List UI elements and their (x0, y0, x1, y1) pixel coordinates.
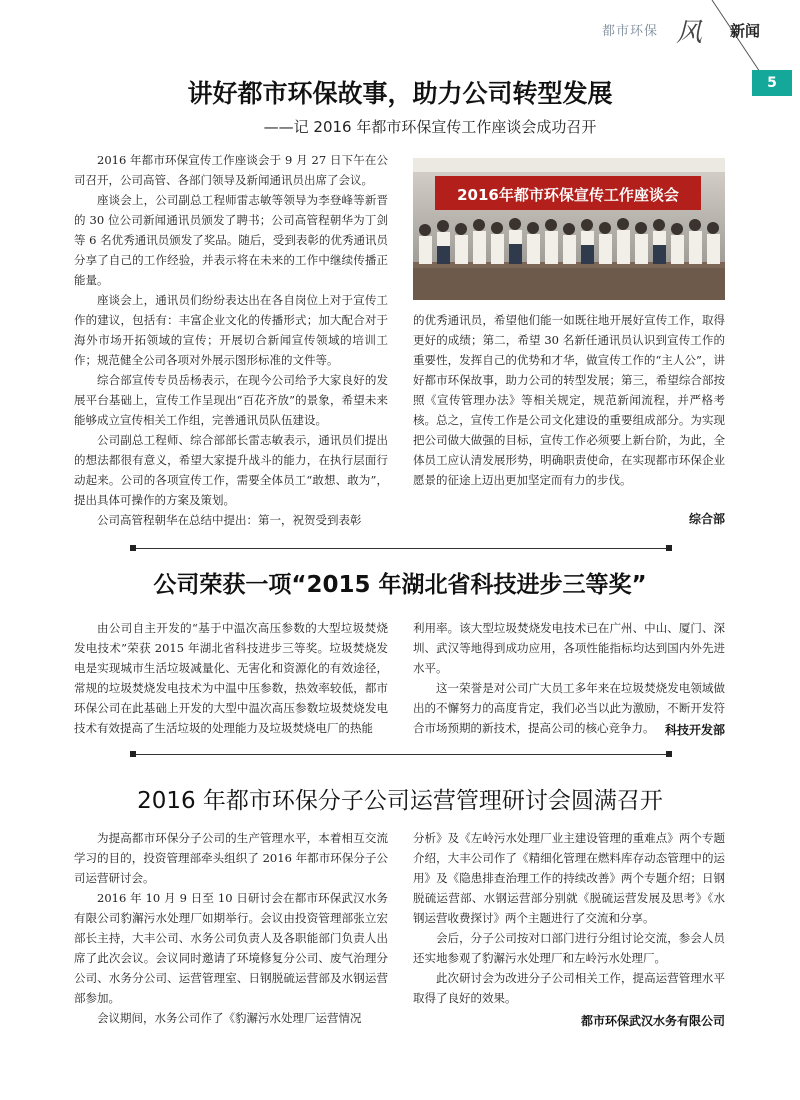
header-brand: 都市环保 (602, 24, 659, 39)
meeting-banner-text: 2016年都市环保宣传工作座谈会 (457, 186, 679, 204)
article1-left-column (74, 150, 388, 530)
article2-signature: 科技开发部 (664, 723, 725, 737)
section-divider (133, 754, 669, 755)
article1-subtitle: ——记 2016 年都市环保宣传工作座谈会成功召开 (263, 118, 597, 136)
paragraph: 座谈会上，通讯员们纷纷表达出在各自岗位上对于宣传工作的建议，包括有：丰富企业文化的传播形式；加大配合对于海外市场开拓领域的宣传；开展切合新闻宣传领域的培训工作；规范健全公司各项对外展示图形标准的文件等。 (74, 293, 388, 367)
article2-left-column (74, 618, 388, 738)
paragraph: 公司高管程朝华在总结中提出：第一，祝贺受到表彰 (97, 513, 362, 527)
paragraph: 综合部宣传专员岳杨表示，在现今公司给予大家良好的发展平台基础上，宣传工作呈现出“百花齐放”的景象，希望未来能够成立宣传相关工作组，完善通讯员队伍建设。 (74, 373, 388, 427)
meeting-photo (413, 158, 725, 300)
paragraph: 2016 年都市环保宣传工作座谈会于 9 月 27 日下午在公司召开，公司高管、各部门领导及新闻通讯员出席了会议。 (74, 153, 388, 187)
paragraph: 的优秀通讯员，希望他们能一如既往地开展好宣传工作，取得更好的成绩；第二，希望 30 名新任通讯员认识到宣传工作的重要性，发挥自己的优势和才华，做宣传工作的“主人公”，讲好都市环保故事，助力公司的转型发展；第三，希望综合部按照《宣传管理办法》等相关规定，规范新闻流程，并严格考核。总之，宣传工作是公司文化建设的重要组成部分。为实现把公司做大做强的目标，宣传工作必须要上新台阶，为此，全体员工应认清发展形势，明确职责使命，在实现都市环保企业愿景的征途上迈出更加坚定而有力的步伐。 (413, 313, 725, 487)
paragraph: 会后，分子公司按对口部门进行分组讨论交流，参会人员还实地参观了豹澥污水处理厂和左岭污水处理厂。 (413, 931, 725, 965)
paragraph: 这一荣誉是对公司广大员工多年来在垃圾焚烧发电领域做出的不懈努力的高度肯定，我们必当以此为激励，不断开发符合市场预期的新技术，提高公司的核心竞争力。 (413, 681, 725, 735)
paragraph: 会议期间，水务公司作了《豹澥污水处理厂运营情况 (97, 1011, 362, 1025)
paragraph: 座谈会上，公司副总工程师雷志敏等领导为李登峰等新晋的 30 位公司新闻通讯员颁发了聘书；公司高管程朝华为丁剑等 6 名优秀通讯员颁发了奖品。随后，受到表彰的优秀通讯员分享了自己的工作经验，并表示将在未来的工作中继续传播正能量。 (74, 193, 388, 287)
paragraph: 为提高都市环保分子公司的生产管理水平，本着相互交流学习的目的，投资管理部牵头组织了 2016 年都市环保分子公司运营研讨会。 (74, 831, 388, 885)
article3-right-column (413, 828, 725, 1008)
article1-title: 讲好都市环保故事，助力公司转型发展 (187, 79, 613, 108)
article3-title: 2016 年都市环保分子公司运营管理研讨会圆满召开 (137, 788, 663, 814)
paragraph: 利用率。该大型垃圾焚烧发电技术已在广州、中山、厦门、深圳、武汉等地得到成功应用，各项性能指标均达到国内外先进水平。 (413, 621, 725, 675)
paragraph: 分析》及《左岭污水处理厂业主建设管理的重难点》两个专题介绍，大丰公司作了《精细化管理在燃料库存动态管理中的运用》及《隐患排查治理工作的持续改善》两个专题介绍；日钢脱硫运营部、水钢运营部分别就《脱硫运营发展及思考》《水钢运营收费探讨》两个主题进行了交流和分享。 (413, 831, 725, 925)
section-divider (133, 548, 669, 549)
header-logo: 风 (676, 18, 703, 48)
article2-title: 公司荣获一项“2015 年湖北省科技进步三等奖” (153, 572, 647, 598)
article1-right-column (413, 310, 725, 490)
article3-signature: 都市环保武汉水务有限公司 (580, 1014, 725, 1028)
paragraph: 此次研讨会为改进分子公司相关工作，提高运营管理水平取得了良好的效果。 (413, 971, 725, 1005)
paragraph: 公司副总工程师、综合部部长雷志敏表示，通讯员们提出的想法都很有意义，希望大家提升战斗的能力，在执行层面行动起来。公司的各项宣传工作，需要全体员工“敢想、敢为”，提出具体可操作的方案及策划。 (74, 433, 388, 507)
article2-right-column (413, 618, 725, 738)
article3-left-column (74, 828, 388, 1028)
header-section-label: 新闻 (730, 22, 761, 40)
article1-signature: 综合部 (688, 512, 725, 526)
page-number: 5 (752, 70, 792, 96)
paragraph: 由公司自主开发的“基于中温次高压参数的大型垃圾焚烧发电技术”荣获 2015 年湖北省科技进步三等奖。垃圾焚烧发电是实现城市生活垃圾减量化、无害化和资源化的有效途径，常规的垃圾焚烧发电技术为中温中压参数，热效率较低，都市环保公司在此基础上开发的大型中温次高压参数垃圾焚烧发电技术有效提高了生活垃圾的处理能力及垃圾焚烧电厂的热能 (74, 621, 388, 735)
paragraph: 2016 年 10 月 9 日至 10 日研讨会在都市环保武汉水务有限公司豹澥污水处理厂如期举行。会议由投资管理部张立宏部长主持，大丰公司、水务公司负责人及各职能部门负责人出席了此次会议。会议同时邀请了环境修复分公司、废气治理分公司、水务分公司、运营管理室、日钢脱硫运营部及水钢运营部参加。 (74, 891, 388, 1005)
